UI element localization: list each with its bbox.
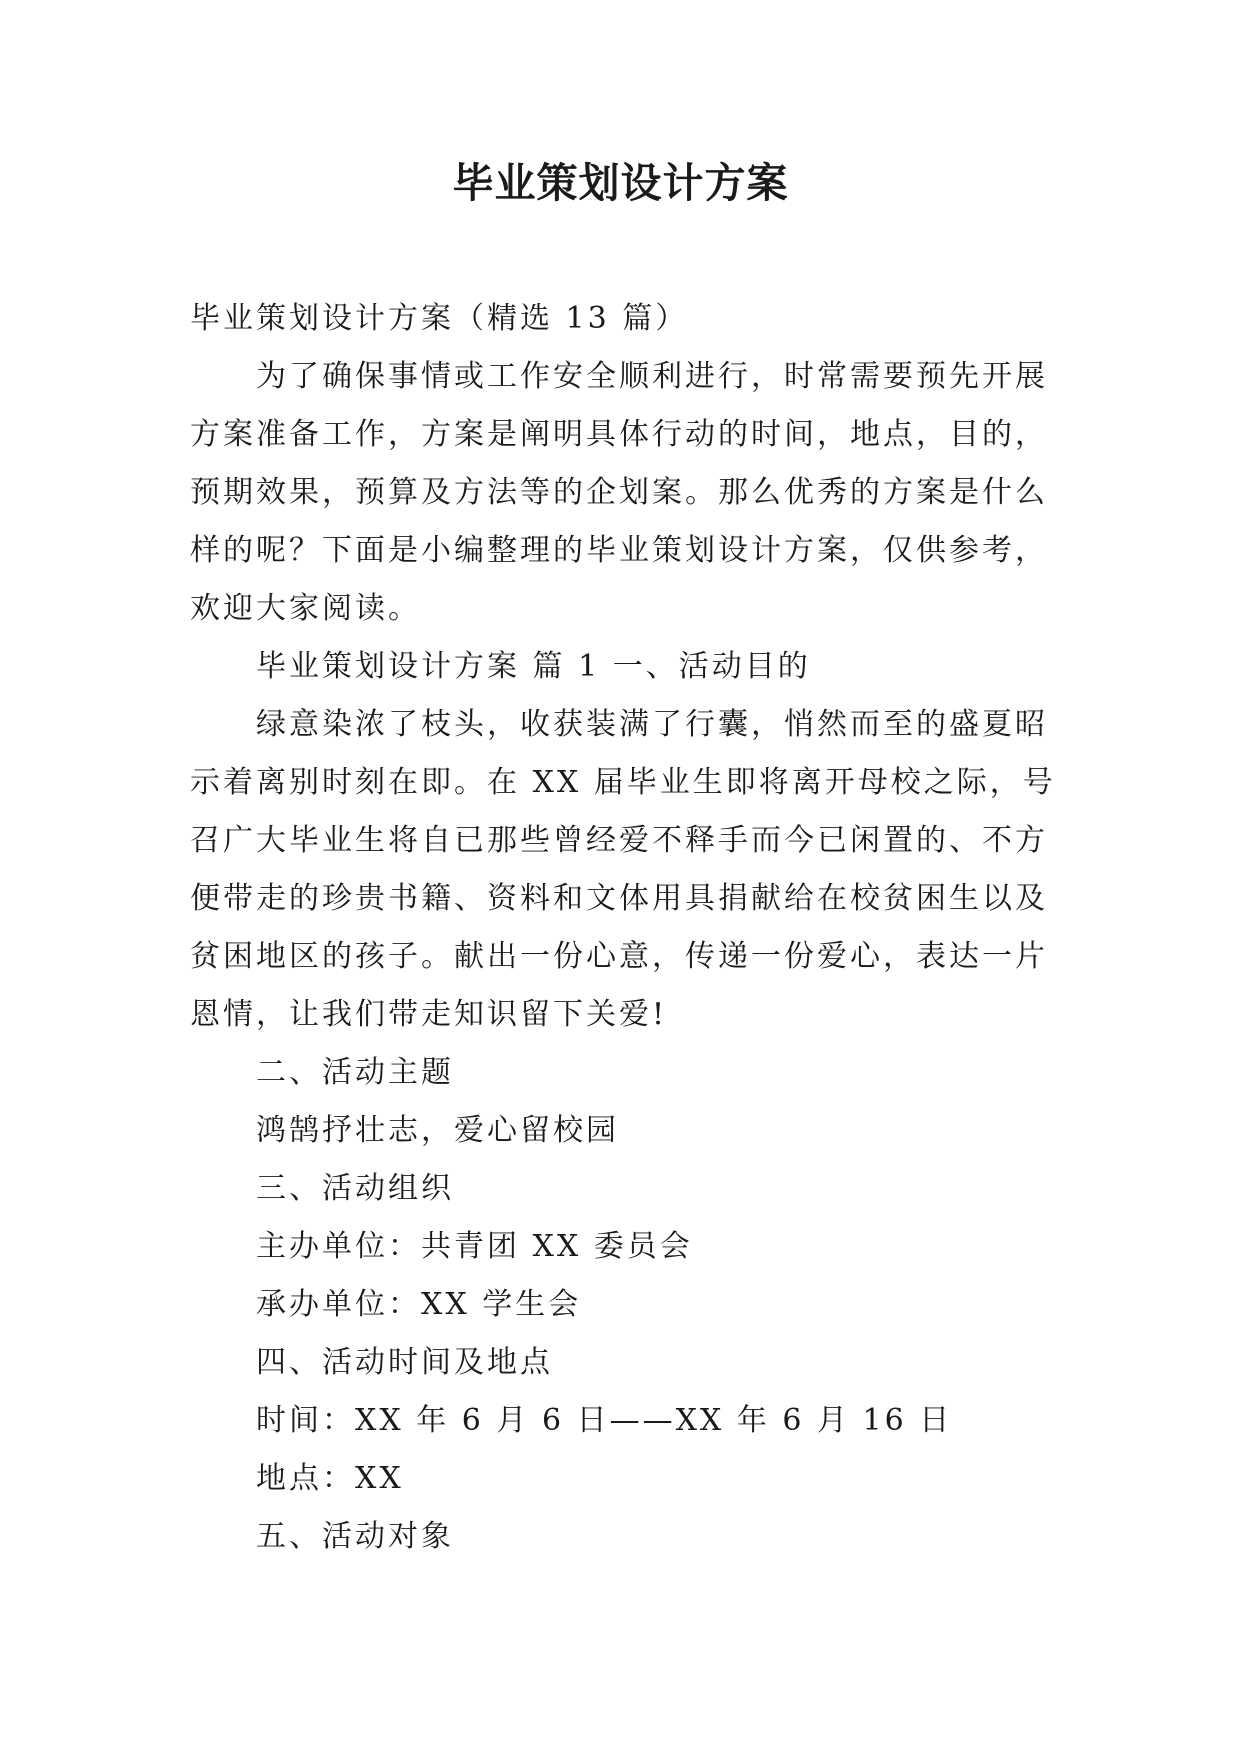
paragraph-line: 预期效果，预算及方法等的企划案。那么优秀的方案是什么 (190, 475, 1048, 510)
paragraph-line: 承办单位：XX 学生会 (256, 1287, 582, 1322)
paragraph-line: 为了确保事情或工作安全顺利进行，时常需要预先开展 (256, 359, 1048, 394)
paragraph-line: 地点：XX (256, 1461, 404, 1496)
document-title: 毕业策划设计方案 (452, 159, 789, 207)
paragraph-line: 毕业策划设计方案 篇 1 一、活动目的 (256, 649, 811, 684)
paragraph-line: 绿意染浓了枝头，收获装满了行囊，悄然而至的盛夏昭 (256, 707, 1048, 742)
paragraph-line: 样的呢？下面是小编整理的毕业策划设计方案，仅供参考， (190, 533, 1048, 568)
paragraph-line: 五、活动对象 (256, 1519, 454, 1554)
document-body (190, 290, 1070, 1566)
paragraph-line: 便带走的珍贵书籍、资料和文体用具捐献给在校贫困生以及 (190, 881, 1048, 916)
paragraph-line: 三、活动组织 (256, 1171, 454, 1206)
paragraph-line: 贫困地区的孩子。献出一份心意，传递一份爱心，表达一片 (190, 939, 1048, 974)
paragraph-line: 二、活动主题 (256, 1055, 454, 1090)
paragraph-line: 召广大毕业生将自已那些曾经爱不释手而今已闲置的、不方 (190, 823, 1048, 858)
paragraph-line: 时间：XX 年 6 月 6 日——XX 年 6 月 16 日 (256, 1403, 953, 1438)
paragraph-line: 鸿鹄抒壮志，爱心留校园 (256, 1113, 619, 1148)
paragraph-line: 恩情，让我们带走知识留下关爱! (190, 997, 668, 1032)
paragraph-line: 示着离别时刻在即。在 XX 届毕业生即将离开母校之际，号 (190, 765, 1056, 800)
paragraph-line: 主办单位：共青团 XX 委员会 (256, 1229, 693, 1264)
paragraph-line: 毕业策划设计方案（精选 13 篇） (190, 301, 689, 336)
paragraph-line: 方案准备工作，方案是阐明具体行动的时间，地点，目的， (190, 417, 1048, 452)
paragraph-line: 四、活动时间及地点 (256, 1345, 553, 1380)
paragraph-line: 欢迎大家阅读。 (190, 591, 421, 626)
